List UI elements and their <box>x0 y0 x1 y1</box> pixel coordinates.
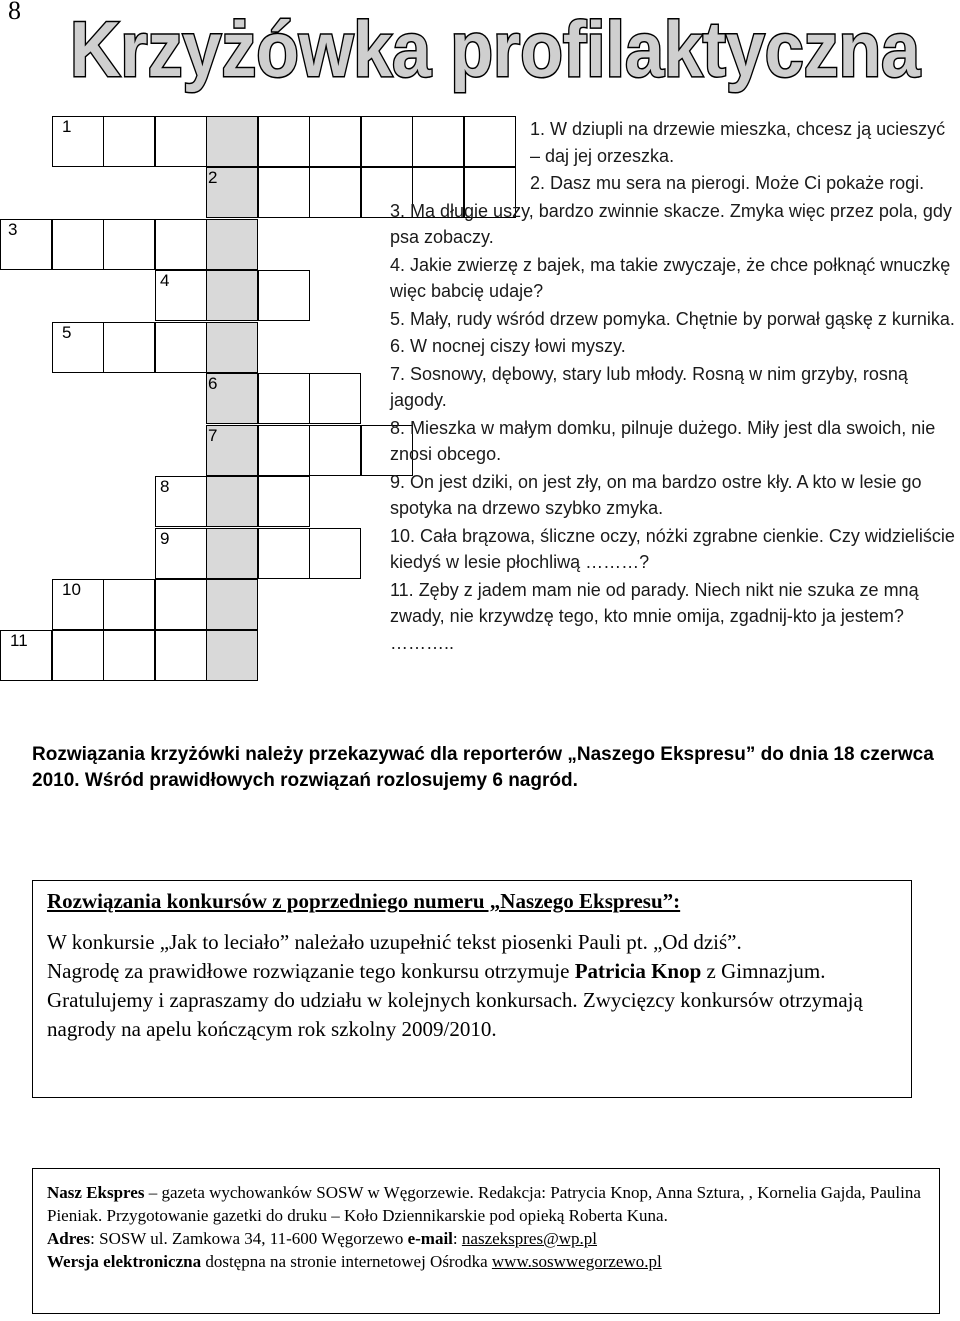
crossword-key-cell[interactable] <box>206 116 258 167</box>
clue-number-5: 5 <box>62 323 72 342</box>
clue-3: 3. Ma długie uszy, bardzo zwinnie skacze. Zmyka więc przez pola, gdy psa zobaczy. <box>390 200 952 247</box>
footer-desc-text: – gazeta wychowanków SOSW w Węgorzewie. Redakcja: Patrycia Knop, Anna Sztura, , Kornelia Gajda, Paulina Pieniak. Przygotowanie gazetki do druku – Koło Dziennikarskie pod opieką Roberta Kuna. <box>47 1183 921 1225</box>
crossword-cell[interactable] <box>155 116 207 167</box>
clue-number-4: 4 <box>160 271 170 290</box>
footer-address: Adres: SOSW ul. Zamkowa 34, 11-600 Węgorzewo e-mail: naszekspres@wp.pl <box>47 1229 598 1248</box>
crossword-cell[interactable] <box>258 116 310 167</box>
clue-6: 6. W nocnej ciszy łowi myszy. <box>390 336 626 356</box>
address-text: : SOSW ul. Zamkowa 34, 11-600 Węgorzewo <box>90 1229 408 1248</box>
crossword-cell[interactable] <box>155 322 207 373</box>
crossword-key-cell[interactable] <box>206 630 258 681</box>
crossword-cell[interactable] <box>103 219 155 270</box>
crossword-cell[interactable] <box>309 528 361 579</box>
crossword-cell[interactable] <box>258 425 310 476</box>
crossword-cell[interactable] <box>258 528 310 579</box>
email-link[interactable]: naszekspres@wp.pl <box>461 1229 598 1248</box>
crossword-clues <box>390 116 960 657</box>
previous-results-box <box>32 880 912 1098</box>
web-text: dostępna na stronie internetowej Ośrodka <box>201 1252 492 1271</box>
crossword-cell[interactable] <box>52 322 104 373</box>
crossword-cell[interactable] <box>258 270 310 321</box>
website-link[interactable]: www.soswwegorzewo.pl <box>491 1252 662 1271</box>
crossword-cell[interactable] <box>52 116 104 167</box>
clue-9: 9. On jest dziki, on jest zły, on ma bardzo ostre kły. A kto w lesie go spotyka na drzewo szybko zmyka. <box>390 471 922 518</box>
clue-number-2: 2 <box>208 168 218 187</box>
clue-number-1: 1 <box>62 117 72 136</box>
crossword-cell[interactable] <box>103 322 155 373</box>
clue-1: 1. W dziupli na drzewie mieszka, chcesz ją ucieszyć – daj jej orzeszka. <box>530 119 946 166</box>
clue-10: 10. Cała brązowa, śliczne oczy, nóżki zgrabne cienkie. Czy widzieliście kiedyś w lesie płochliwą ………? <box>390 525 955 572</box>
address-label: Adres <box>47 1229 91 1248</box>
clue-11: 11. Zęby z jadem mam nie od parady. Niech nikt nie szuka ze mną zwady, nie krzywdzę tego, kto mnie omija, zgadnij-kto ja jestem? ……….. <box>390 579 919 653</box>
clue-2: 2. Dasz mu sera na pierogi. Może Ci pokaże rogi. <box>530 173 925 193</box>
clue-number-3: 3 <box>8 220 18 239</box>
web-label: Wersja elektroniczna <box>47 1252 202 1271</box>
results-p2-after: z Gimnazjum. <box>701 959 826 983</box>
crossword-cell[interactable] <box>52 630 104 681</box>
crossword-key-cell[interactable] <box>206 270 258 321</box>
clue-number-7: 7 <box>208 426 218 445</box>
clue-7: 7. Sosnowy, dębowy, stary lub młody. Rosną w nim grzyby, rosną jagody. <box>390 363 908 410</box>
email-label: e-mail <box>407 1229 453 1248</box>
submission-note: Rozwiązania krzyżówki należy przekazywać dla reporterów „Naszego Ekspresu” do dnia 18 czerwca 2010. Wśród prawidłowych rozwiązań rozlosujemy 6 nagród. <box>32 744 934 791</box>
clue-number-8: 8 <box>160 477 170 496</box>
crossword-cell[interactable] <box>103 116 155 167</box>
crossword-key-cell[interactable] <box>206 528 258 579</box>
crossword-cell[interactable] <box>309 167 361 218</box>
footer-web <box>47 1250 925 1273</box>
crossword-cell[interactable] <box>309 425 361 476</box>
crossword-cell[interactable] <box>155 579 207 630</box>
clue-4: 4. Jakie zwierzę z bajek, ma takie zwyczaje, że chce połknąć wnuczkę więc babcię udaje? <box>390 254 951 301</box>
results-paragraph-2 <box>47 957 897 986</box>
crossword-cell[interactable] <box>103 630 155 681</box>
crossword-cell[interactable] <box>309 116 361 167</box>
clue-number-11: 11 <box>10 631 28 650</box>
footer-box <box>32 1168 940 1314</box>
clue-8: 8. Mieszka w małym domku, pilnuje dużego. Miły jest dla swoich, nie znosi obcego. <box>390 417 936 464</box>
clue-number-9: 9 <box>160 529 170 548</box>
newspaper-name: Nasz Ekspres <box>47 1183 145 1202</box>
crossword-key-cell[interactable] <box>206 322 258 373</box>
footer-description <box>47 1181 925 1227</box>
clue-number-10: 10 <box>62 580 81 599</box>
crossword-cell[interactable] <box>155 219 207 270</box>
page-number: 8 <box>8 0 21 25</box>
results-paragraph-3: Gratulujemy i zapraszamy do udziału w kolejnych konkursach. Zwycięzcy konkursów otrzymają nagrody na apelu kończącym rok szkolny 2009/2010. <box>47 988 863 1041</box>
results-heading: Rozwiązania konkursów z poprzedniego numeru „Naszego Ekspresu”: <box>47 889 681 913</box>
crossword-key-cell[interactable] <box>206 579 258 630</box>
crossword-cell[interactable] <box>155 630 207 681</box>
clue-5: 5. Mały, rudy wśród drzew pomyka. Chętnie by porwał gąskę z kurnika. <box>390 308 955 329</box>
crossword-cell[interactable] <box>309 373 361 424</box>
results-p2-before: Nagrodę za prawidłowe rozwiązanie tego konkursu otrzymuje <box>47 959 575 983</box>
crossword-cell[interactable] <box>103 579 155 630</box>
crossword-cell[interactable] <box>52 219 104 270</box>
title-text: Krzyżówka profilaktyczna <box>70 5 921 93</box>
crossword-cell[interactable] <box>258 373 310 424</box>
winner-name: Patricia Knop <box>574 959 702 983</box>
crossword-cell[interactable] <box>258 167 310 218</box>
crossword-cell[interactable] <box>258 476 310 527</box>
results-paragraph-1: W konkursie „Jak to leciało” należało uzupełnić tekst piosenki Pauli pt. „Od dziś”. <box>47 930 742 954</box>
crossword-key-cell[interactable] <box>206 476 258 527</box>
clue-number-6: 6 <box>208 374 218 393</box>
crossword-key-cell[interactable] <box>206 219 258 270</box>
